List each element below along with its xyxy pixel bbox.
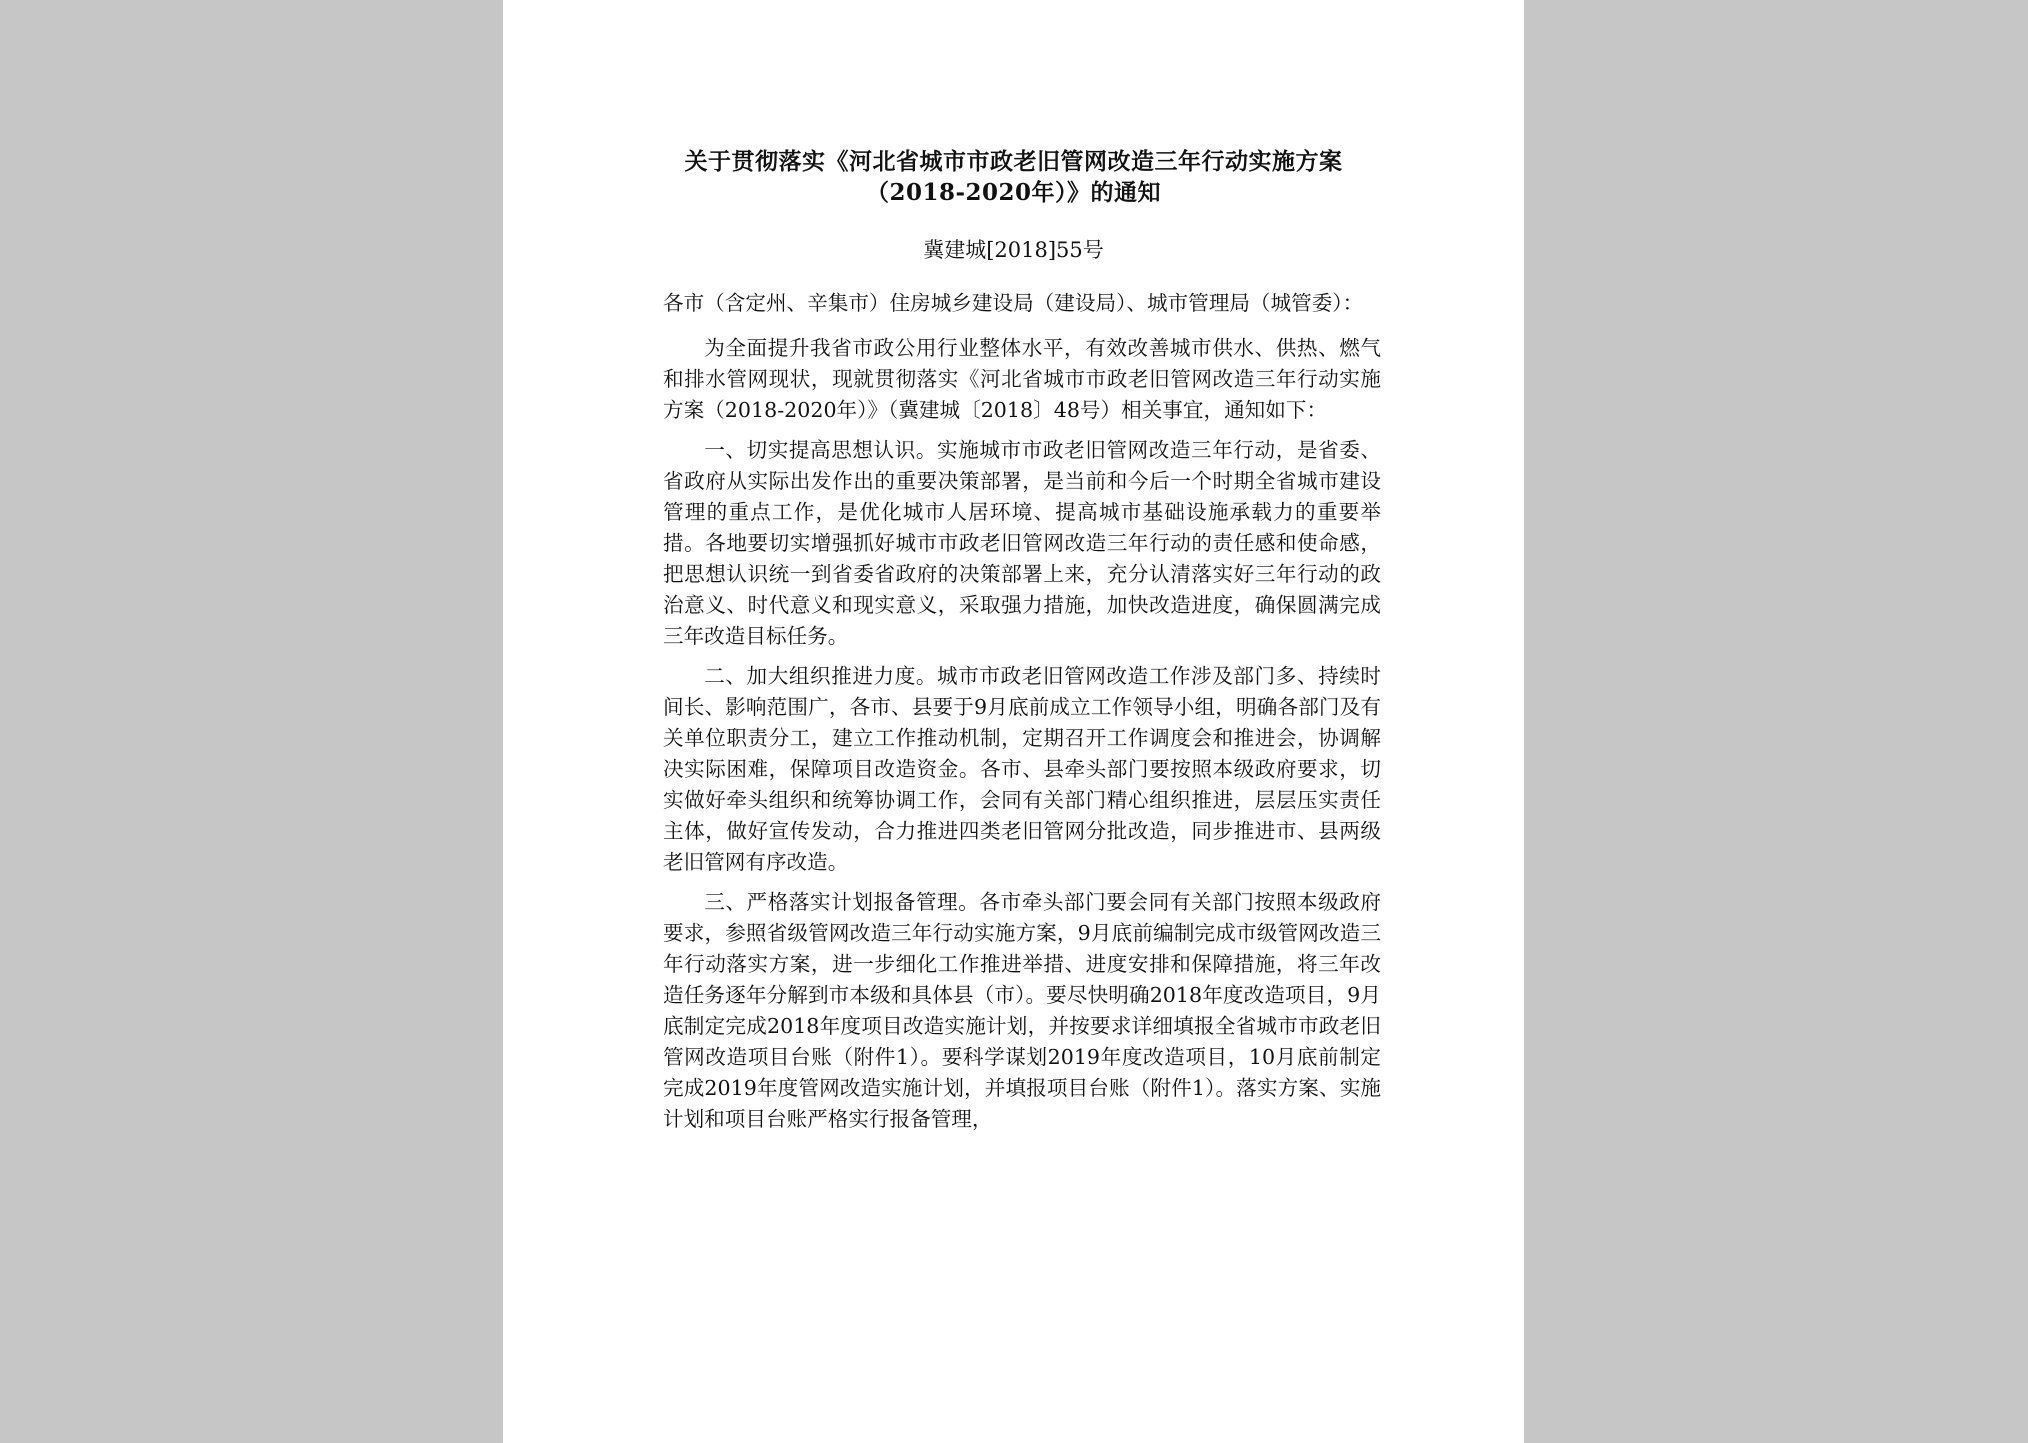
paragraph-intro: 为全面提升我省市政公用行业整体水平，有效改善城市供水、供热、燃气和排水管网现状，现就贯彻落实《河北省城市市政老旧管网改造三年行动实施方案（2018-2020年）》（冀建城〔2018〕48号）相关事宜，通知如下：: [663, 336, 1381, 422]
title-line-2: （2018-2020年）》的通知: [865, 179, 1162, 206]
document-title: [503, 146, 1524, 208]
paragraph-section-2: 二、加大组织推进力度。城市市政老旧管网改造工作涉及部门多、持续时间长、影响范围广，各市、县要于9月底前成立工作领导小组，明确各部门及有关单位职责分工，建立工作推动机制，定期召开工作调度会和推进会，协调解决实际困难，保障项目改造资金。各市、县牵头部门要按照本级政府要求，切实做好牵头组织和统筹协调工作，会同有关部门精心组织推进，层层压实责任主体，做好宣传发动，合力推进四类老旧管网分批改造，同步推进市、县两级老旧管网有序改造。: [663, 664, 1381, 874]
document-number: 冀建城[2018]55号: [923, 238, 1104, 262]
title-line-1: 关于贯彻落实《河北省城市市政老旧管网改造三年行动实施方案: [684, 148, 1343, 175]
paragraph-section-1: 一、切实提高思想认识。实施城市市政老旧管网改造三年行动，是省委、省政府从实际出发作出的重要决策部署，是当前和今后一个时期全省城市建设管理的重点工作，是优化城市人居环境、提高城市基础设施承载力的重要举措。各地要切实增强抓好城市市政老旧管网改造三年行动的责任感和使命感，把思想认识统一到省委省政府的决策部署上来，充分认清落实好三年行动的政治意义、时代意义和现实意义，采取强力措施，加快改造进度，确保圆满完成三年改造目标任务。: [663, 438, 1381, 648]
paragraph-section-3: 三、严格落实计划报备管理。各市牵头部门要会同有关部门按照本级政府要求，参照省级管网改造三年行动实施方案，9月底前编制完成市级管网改造三年行动落实方案，进一步细化工作推进举措、进度安排和保障措施，将三年改造任务逐年分解到市本级和具体县（市）。要尽快明确2018年度改造项目，9月底制定完成2018年度项目改造实施计划，并按要求详细填报全省城市市政老旧管网改造项目台账（附件1）。要科学谋划2019年度改造项目，10月底前制定完成2019年度管网改造实施计划，并填报项目台账（附件1）。落实方案、实施计划和项目台账严格实行报备管理，: [663, 890, 1381, 1131]
document-page: [503, 0, 1524, 1443]
document-body: [663, 288, 1381, 1144]
addressee: 各市（含定州、辛集市）住房城乡建设局（建设局）、城市管理局（城管委）：: [663, 291, 1364, 315]
